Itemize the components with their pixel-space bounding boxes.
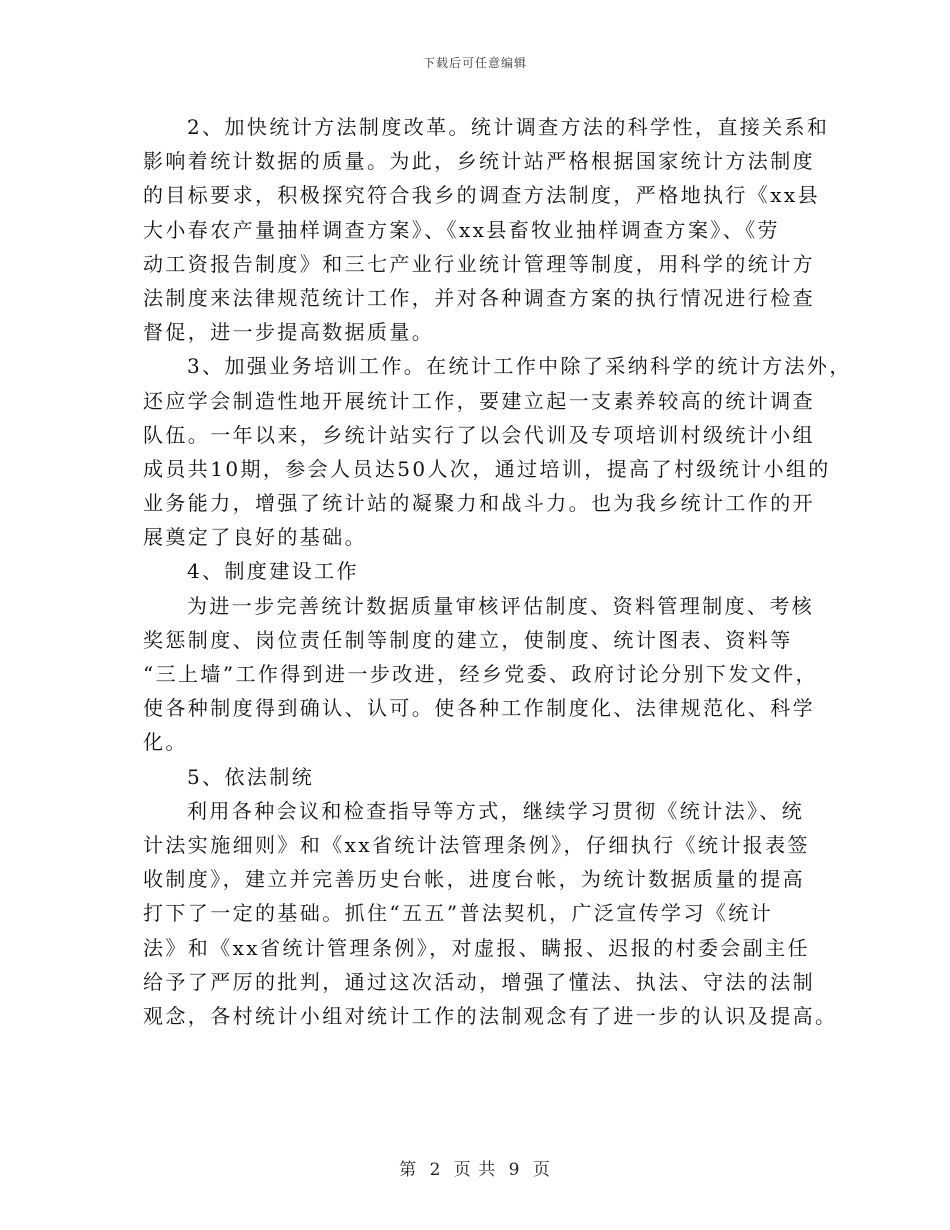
footer-page-number: 2 [429, 1160, 442, 1180]
paragraph-line: 使各种制度得到确认、认可。使各种工作制度化、法律规范化、科学 [143, 696, 815, 721]
footer-total-pages: 9 [508, 1160, 521, 1180]
paragraph-line: 动工资报告制度》和三七产业行业统计管理等制度，用科学的统计方 [143, 251, 815, 276]
paragraph-line: 观念，各村统计小组对统计工作的法制观念有了进一步的认识及提高。 [143, 1003, 838, 1028]
paragraph-line: 给予了严厉的批判，通过这次活动，增强了懂法、执法、守法的法制 [143, 969, 815, 994]
paragraph-line: 化。 [143, 730, 188, 755]
paragraph-line: 3、加强业务培训工作。在统计工作中除了采纳科学的统计方法外， [187, 354, 852, 379]
paragraph-line: 打下了一定的基础。抓住“五五”普法契机，广泛宣传学习《统计 [143, 901, 774, 926]
footer-suffix: 页 [532, 1160, 551, 1180]
paragraph-line: “三上墙”工作得到进一步改进，经乡党委、政府讨论分别下发文件， [143, 662, 818, 686]
footer-prefix: 第 [399, 1160, 418, 1180]
page-header [0, 54, 950, 71]
section-heading: 5、依法制统 [187, 764, 315, 789]
footer-middle: 页 共 [453, 1160, 497, 1180]
paragraph-line: 为进一步完善统计数据质量审核评估制度、资料管理制度、考核 [187, 593, 815, 618]
paragraph-line: 影响着统计数据的质量。为此，乡统计站严格根据国家统计方法制度 [143, 149, 815, 174]
paragraph-line: 大小春农产量抽样调查方案》、《xx县畜牧业抽样调查方案》、《劳 [143, 217, 780, 242]
paragraph-line: 还应学会制造性地开展统计工作，要建立起一支素养较高的统计调查 [143, 388, 815, 413]
paragraph-line: 收制度》，建立并完善历史台帐，进度台帐，为统计数据质量的提高 [143, 867, 805, 892]
paragraph-line: 奖惩制度、岗位责任制等制度的建立，使制度、统计图表、资料等 [143, 627, 793, 652]
paragraph-line: 法》和《xx省统计管理条例》，对虚报、瞒报、迟报的村委会副主任 [143, 935, 810, 960]
paragraph-line: 法制度来法律规范统计工作，并对各种调查方案的执行情况进行检查 [143, 285, 815, 310]
paragraph-line: 的目标要求，积极探究符合我乡的调查方法制度，严格地执行《xx县 [143, 183, 820, 208]
paragraph-line: 利用各种会议和检查指导等方式，继续学习贯彻《统计法》、统 [187, 798, 805, 823]
paragraph-line: 成员共10期，参会人员达50人次，通过培训，提高了村级统计小组的 [143, 456, 831, 481]
paragraph-line: 计法实施细则》和《xx省统计法管理条例》，仔细执行《统计报表签 [143, 832, 810, 857]
document-body [143, 110, 852, 1033]
section-heading: 4、制度建设工作 [187, 559, 359, 584]
paragraph-line: 队伍。一年以来，乡统计站实行了以会代训及专项培训村级统计小组 [143, 422, 815, 447]
paragraph-line: 展奠定了良好的基础。 [143, 525, 367, 550]
paragraph-line: 业务能力，增强了统计站的凝聚力和战斗力。也为我乡统计工作的开 [143, 491, 815, 516]
page-footer [0, 1155, 950, 1180]
paragraph-line: 督促，进一步提高数据质量。 [143, 320, 435, 345]
paragraph-line: 2、加快统计方法制度改革。统计调查方法的科学性，直接关系和 [187, 115, 830, 139]
header-text: 下载后可任意编辑 [422, 56, 527, 70]
